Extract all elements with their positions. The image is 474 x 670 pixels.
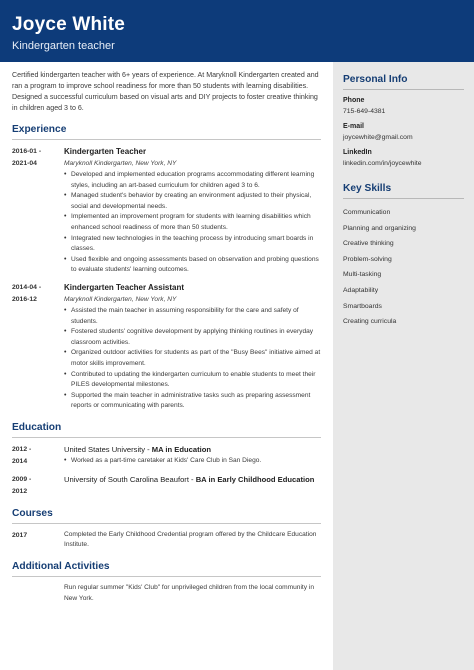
job-organization: Maryknoll Kindergarten, New York, NY	[64, 160, 177, 167]
education-degree: MA in Education	[151, 444, 211, 454]
education-bullets	[64, 456, 321, 467]
education-heading: Education	[12, 422, 321, 438]
education-bullet: • Worked as a part-time caretaker at Kids' Care Club in San Diego.	[64, 456, 321, 467]
education-degree: BA in Early Childhood Education	[195, 474, 315, 484]
job-bullet: • Managed student's behavior by creating an environment adjusted to their physical, social and developmental needs.	[64, 191, 321, 212]
job-role: Kindergarten Teacher	[64, 147, 147, 156]
education-school: University of South Carolina Beaufort -	[64, 474, 196, 484]
email-label: E-mail	[343, 123, 365, 130]
skill-item: Creating curricula	[343, 318, 397, 326]
main-column	[0, 62, 333, 670]
key-skills-heading: Key Skills	[343, 183, 464, 199]
skill-item: Problem-solving	[343, 255, 392, 263]
education-start-date: 2012 -	[12, 445, 32, 453]
phone-label: Phone	[343, 97, 365, 104]
job-bullet: • Used flexible and ongoing assessments based on observation and probing questions to evaluate students' learning outcomes.	[64, 255, 321, 276]
education-school-line	[64, 444, 321, 455]
job-bullet: • Contributed to updating the kindergarten curriculum to enable students to meet their PILES developmental milestones.	[64, 370, 321, 391]
job-bullet: • Implemented an improvement program for students with learning disabilities which enhanced school readiness of more than 50 students.	[64, 212, 321, 233]
skill-item: Smartboards	[343, 302, 382, 310]
personal-info-heading: Personal Info	[343, 74, 464, 90]
job-bullet: • Integrated new technologies in the teaching process by introducing smart boards in classes.	[64, 234, 321, 255]
education-entry	[12, 444, 321, 468]
job-dates	[12, 146, 64, 276]
activity-text: Run regular summer "Kids' Club" for unprivileged children from the local community in New York.	[64, 584, 315, 602]
course-text: Completed the Early Childhood Credential program offered by the Childcare Education Institute.	[64, 530, 317, 549]
courses-heading: Courses	[12, 508, 321, 524]
summary-text: Certified kindergarten teacher with 6+ years of experience. At Maryknoll Kindergarten created and ran a program to improve school readiness for more than 50 students with learning disabilities. Designed a successful curriculum based on visual arts and DIY projects to foster creative thinking in children aged 3 to 6.	[12, 71, 319, 112]
email-value[interactable]: joycewhite@gmail.com	[343, 134, 413, 141]
education-dates	[12, 474, 64, 498]
course-year: 2017	[12, 531, 28, 539]
experience-heading: Experience	[12, 124, 321, 140]
job-start-date: 2014-04 -	[12, 283, 42, 291]
job-bullets	[64, 306, 321, 412]
linkedin-value[interactable]: linkedin.com/in/joycewhite	[343, 160, 422, 167]
education-school-line	[64, 474, 321, 485]
education-dates	[12, 444, 64, 468]
education-end-date: 2014	[12, 457, 28, 465]
job-entry	[12, 146, 321, 276]
job-end-date: 2021-04	[12, 160, 37, 167]
job-bullet: • Fostered students' cognitive development by applying thinking routines in everyday classroom activities.	[64, 327, 321, 348]
job-bullet: • Assisted the main teacher in assuming responsibility for the care and safety of students.	[64, 306, 321, 327]
sidebar	[333, 62, 474, 670]
job-bullets	[64, 170, 321, 276]
education-end-date: 2012	[12, 487, 28, 495]
education-school: United States University -	[64, 444, 152, 454]
activity-entry	[12, 583, 321, 604]
candidate-title: Kindergarten teacher	[12, 40, 115, 52]
job-start-date: 2016-01 -	[12, 148, 42, 155]
skill-item: Multi-tasking	[343, 271, 382, 279]
job-bullet: • Developed and implemented education programs accommodating different learning styles, including an art-based curriculum for children aged 3 to 6.	[64, 170, 321, 191]
resume-header	[0, 0, 474, 62]
skill-item: Creative thinking	[343, 240, 394, 248]
skills-list	[343, 205, 464, 330]
linkedin-label: LinkedIn	[343, 149, 372, 156]
phone-value: 715-649-4381	[343, 108, 386, 115]
course-entry	[12, 530, 321, 551]
candidate-name: Joyce White	[12, 14, 126, 35]
job-role: Kindergarten Teacher Assistant	[64, 282, 185, 292]
skill-item: Adaptability	[343, 286, 379, 294]
skill-item: Planning and organizing	[343, 224, 416, 232]
job-organization: Maryknoll Kindergarten, New York, NY	[64, 295, 177, 303]
skill-item: Communication	[343, 209, 391, 216]
job-bullet: • Supported the main teacher in administrative tasks such as preparing assessment reports or communicating with parents.	[64, 391, 321, 412]
job-dates	[12, 282, 64, 412]
education-entry	[12, 474, 321, 498]
job-entry	[12, 282, 321, 412]
job-bullet: • Organized outdoor activities for students as part of the "Busy Bees" initiative aimed at motor skills improvement.	[64, 348, 321, 369]
job-end-date: 2016-12	[12, 295, 37, 303]
activities-heading: Additional Activities	[12, 561, 321, 577]
education-start-date: 2009 -	[12, 475, 32, 483]
